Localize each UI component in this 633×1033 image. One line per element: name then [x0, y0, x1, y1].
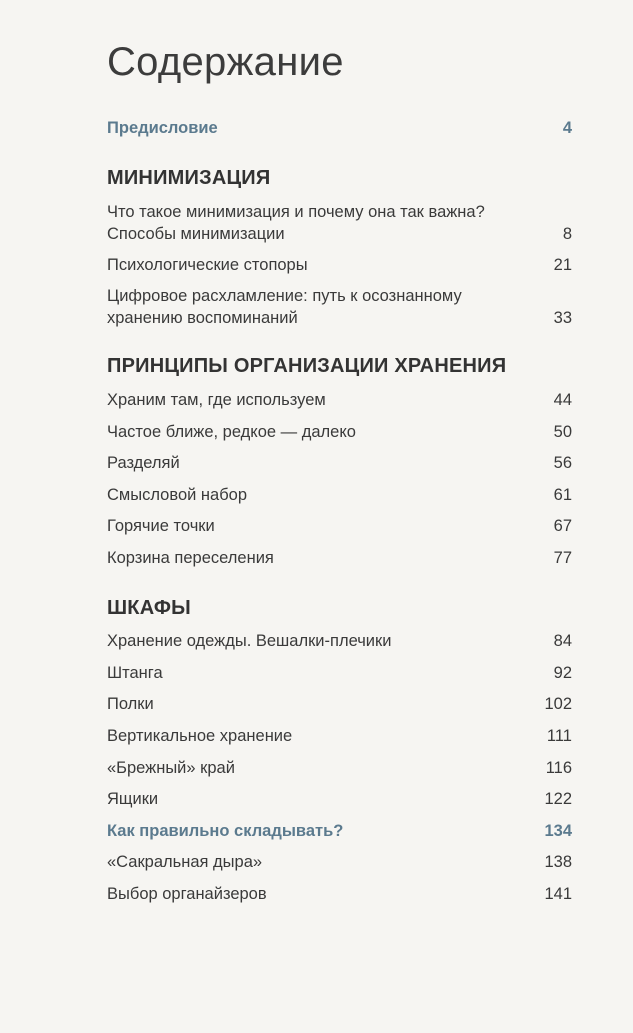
toc-entry-page: 67	[553, 517, 572, 535]
toc-entry[interactable]	[107, 725, 572, 747]
toc-entry-label: Выбор органайзеров	[107, 885, 267, 903]
toc-entry-label: Психологические стопоры	[107, 256, 308, 274]
toc-entry-label: Штанга	[107, 664, 163, 682]
toc-entry[interactable]	[107, 484, 572, 506]
toc-entry[interactable]	[107, 630, 572, 652]
toc-entry[interactable]	[107, 389, 572, 411]
toc-entry[interactable]	[107, 515, 572, 537]
toc-entry[interactable]	[107, 452, 572, 474]
toc-entry[interactable]	[107, 883, 572, 905]
toc-entry-label: Корзина переселения	[107, 549, 274, 567]
toc-entry-page: 138	[544, 853, 572, 871]
page-title: Содержание	[107, 40, 344, 84]
toc-entry-label: Хранение одежды. Вешалки-плечики	[107, 632, 392, 650]
toc-entry-label: Смысловой набор	[107, 486, 248, 504]
toc-entry[interactable]	[107, 788, 572, 810]
toc-entry-page: 4	[562, 119, 572, 137]
toc-entry-label: Храним там, где используем	[107, 391, 326, 409]
section-heading-wardrobes: ШКАФЫ	[107, 597, 191, 619]
toc-entry-label: Разделяй	[107, 454, 180, 472]
toc-entry[interactable]	[107, 757, 572, 779]
toc-entry[interactable]	[107, 662, 572, 684]
toc-entry[interactable]	[107, 285, 572, 329]
toc-entry-label: Вертикальное хранение	[107, 727, 293, 745]
toc-entry-page: 33	[553, 309, 572, 327]
toc-entry-label-line1: Что такое минимизация и почему она так важна?	[107, 203, 485, 221]
toc-entry-label: Горячие точки	[107, 517, 215, 535]
toc-entry-label: Предисловие	[107, 119, 218, 137]
toc-entry[interactable]	[107, 201, 572, 245]
toc-entry-label-line1: Цифровое расхламление: путь к осознанному	[107, 287, 462, 305]
toc-entry-page: 21	[553, 256, 572, 274]
toc-entry[interactable]	[107, 851, 572, 873]
toc-entry[interactable]	[107, 693, 572, 715]
toc-entry-page: 134	[544, 822, 572, 840]
toc-entry-label: Полки	[107, 695, 154, 713]
toc-entry-page: 92	[553, 664, 572, 682]
toc-entry-page: 8	[562, 225, 572, 243]
toc-entry-label-line2: Способы минимизации	[107, 225, 285, 243]
toc-entry[interactable]	[107, 421, 572, 443]
toc-entry-page: 122	[544, 790, 572, 808]
toc-entry-label: Частое ближе, редкое — далеко	[107, 423, 356, 441]
toc-entry-label: «Брежный» край	[107, 759, 235, 777]
toc-entry-label-line2: хранению воспоминаний	[107, 309, 298, 327]
toc-entry-label: Ящики	[107, 790, 159, 808]
section-heading-storage-principles: ПРИНЦИПЫ ОРГАНИЗАЦИИ ХРАНЕНИЯ	[107, 355, 507, 377]
toc-entry[interactable]	[107, 547, 572, 569]
toc-entry-page: 61	[553, 486, 572, 504]
toc-entry-label: Как правильно складывать?	[107, 822, 344, 840]
toc-entry-page: 102	[544, 695, 572, 713]
toc-entry-page: 141	[544, 885, 572, 903]
toc-entry-highlighted[interactable]	[107, 820, 572, 842]
toc-entry-page: 50	[553, 423, 572, 441]
toc-entry[interactable]	[107, 254, 572, 276]
toc-entry-page: 56	[553, 454, 572, 472]
toc-entry-preface[interactable]	[107, 117, 572, 139]
toc-entry-page: 77	[553, 549, 572, 567]
toc-entry-label: «Сакральная дыра»	[107, 853, 263, 871]
toc-entry-page: 111	[546, 727, 572, 745]
toc-entry-page: 116	[545, 759, 572, 777]
section-heading-minimization: МИНИМИЗАЦИЯ	[107, 167, 271, 189]
toc-entry-page: 44	[553, 391, 572, 409]
toc-entry-page: 84	[553, 632, 572, 650]
